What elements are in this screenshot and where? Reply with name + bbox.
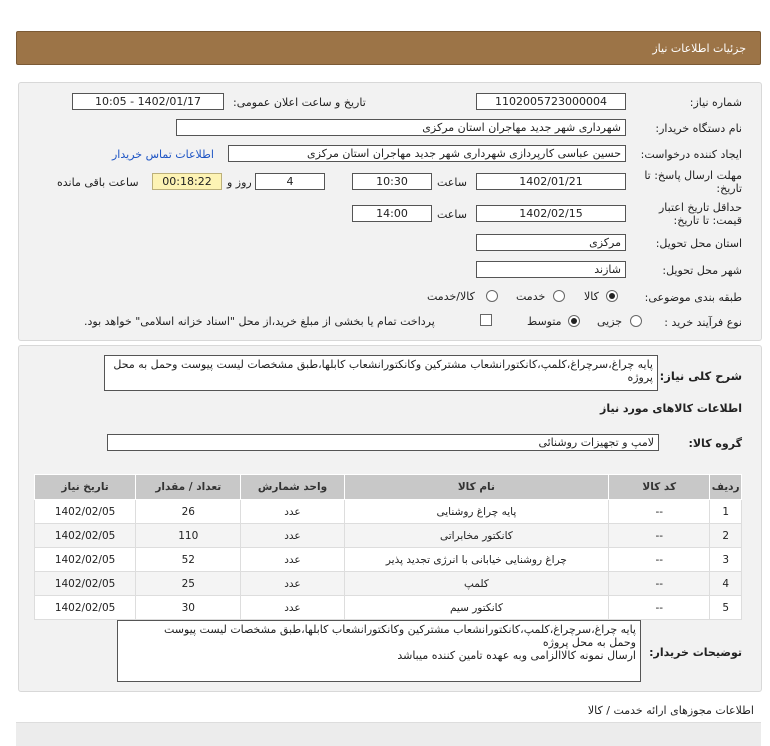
days-field[interactable]: 4 [255,173,325,190]
cell-row: 2 [710,524,742,548]
category-goods-service-radio[interactable] [486,290,498,302]
cell-quantity: 110 [136,524,241,548]
permits-info-bar [16,722,761,746]
cell-code: -- [609,524,710,548]
process-label: نوع فرآیند خرید : [664,316,742,329]
cell-name: کانکتور سیم [344,596,609,620]
cell-need-date: 1402/02/05 [35,524,136,548]
col-code: کد کالا [609,475,710,500]
cell-name: پایه چراغ روشنایی [344,500,609,524]
deadline-time-field[interactable]: 10:30 [352,173,432,190]
remaining-time-field: 00:18:22 [152,173,222,190]
deadline-time-label: ساعت [437,176,467,189]
days-label: روز و [227,176,252,189]
buyer-contact-link[interactable]: اطلاعات تماس خریدار [112,148,214,161]
need-number-label: شماره نیاز: [689,96,742,109]
treasury-payment-checkbox[interactable] [480,314,492,326]
goods-table-header [35,475,742,500]
category-service-radio[interactable] [553,290,565,302]
table-row[interactable] [35,524,742,548]
remaining-label: ساعت باقی مانده [57,176,139,189]
validity-time-label: ساعت [437,208,467,221]
cell-code: -- [609,500,710,524]
table-row[interactable] [35,596,742,620]
category-label: طبقه بندی موضوعی: [644,291,742,304]
deadline-label: مهلت ارسال پاسخ: تا [644,169,742,182]
col-need-date: تاریخ نیاز [35,475,136,500]
col-name: نام کالا [344,475,609,500]
cell-name: کانکتور مخابراتی [344,524,609,548]
buyer-notes-line-3: ارسال نمونه کالاالزامی وبه عهده تامین کننده میباشد [397,649,636,662]
goods-group-label: گروه کالا: [688,437,742,450]
cell-unit: عدد [241,596,344,620]
cell-code: -- [609,572,710,596]
buyer-org-field[interactable]: شهرداری شهر جدید مهاجران استان مرکزی [176,119,626,136]
province-label: استان محل تحویل: [655,237,742,250]
cell-unit: عدد [241,500,344,524]
table-row[interactable] [35,548,742,572]
cell-need-date: 1402/02/05 [35,596,136,620]
cell-row: 1 [710,500,742,524]
description-textarea[interactable]: پایه چراغ،سرچراغ،کلمپ،کانکتورانشعاب مشترکین وکانکتورانشعاب کابلها،طبق مشخصات لیست پیوست وحمل به محل پروژه [104,355,658,391]
announce-field[interactable]: 1402/01/17 - 10:05 [72,93,224,110]
process-medium-label: متوسط [527,315,562,328]
cell-row: 4 [710,572,742,596]
creator-label: ایجاد کننده درخواست: [640,148,742,161]
deadline-date-field[interactable]: 1402/01/21 [476,173,626,190]
validity-date-field[interactable]: 1402/02/15 [476,205,626,222]
cell-code: -- [609,548,710,572]
col-unit: واحد شمارش [241,475,344,500]
category-service-label: خدمت [516,290,546,303]
cell-name: کلمپ [344,572,609,596]
buyer-notes-textarea[interactable] [117,620,641,682]
cell-row: 3 [710,548,742,572]
announce-label: تاریخ و ساعت اعلان عمومی: [233,96,366,109]
cell-quantity: 25 [136,572,241,596]
treasury-payment-note: پرداخت تمام یا بخشی از مبلغ خرید،از محل "اسناد خزانه اسلامی" خواهد بود. [84,315,435,328]
cell-unit: عدد [241,572,344,596]
need-number-field[interactable]: 1102005723000004 [476,93,626,110]
category-goods-label: کالا [584,290,599,303]
city-field[interactable]: شازند [476,261,626,278]
cell-quantity: 26 [136,500,241,524]
buyer-org-label: نام دستگاه خریدار: [655,122,742,135]
goods-group-field[interactable]: لامپ و تجهیزات روشنائی [107,434,659,451]
goods-section-title: اطلاعات کالاهای مورد نیاز [600,402,742,415]
cell-need-date: 1402/02/05 [35,572,136,596]
city-label: شهر محل تحویل: [662,264,742,277]
creator-field[interactable]: حسین عباسی کارپردازی شهرداری شهر جدید مهاجران استان مرکزی [228,145,626,162]
process-partial-label: جزیی [597,315,623,328]
table-row[interactable] [35,572,742,596]
description-label: شرح کلی نیاز: [659,369,742,383]
cell-unit: عدد [241,524,344,548]
page-title: جزئیات اطلاعات نیاز [652,42,746,55]
goods-table [34,474,742,620]
category-goods-service-label: کالا/خدمت [427,290,475,303]
validity-time-field[interactable]: 14:00 [352,205,432,222]
cell-need-date: 1402/02/05 [35,500,136,524]
validity-label: حداقل تاریخ اعتبار [658,201,742,214]
category-goods-radio[interactable] [606,290,618,302]
deadline-label-2: تاریخ: [716,182,742,195]
permits-info-title: اطلاعات مجوزهای ارائه خدمت / کالا [587,704,754,717]
table-row[interactable] [35,500,742,524]
buyer-notes-line-1: پایه چراغ،سرچراغ،کلمپ،کانکتورانشعاب مشترکین وکانکتورانشعاب کابلها،طبق مشخصات لیست پیوست [163,623,636,636]
process-medium-radio[interactable] [568,315,580,327]
cell-unit: عدد [241,548,344,572]
col-row: ردیف [710,475,742,500]
cell-quantity: 52 [136,548,241,572]
process-partial-radio[interactable] [630,315,642,327]
cell-quantity: 30 [136,596,241,620]
province-field[interactable]: مرکزی [476,234,626,251]
page-header [16,31,761,65]
cell-need-date: 1402/02/05 [35,548,136,572]
buyer-notes-label: توضیحات خریدار: [649,646,742,659]
cell-code: -- [609,596,710,620]
buyer-notes-line-2: وحمل به محل پروژه [542,636,636,649]
cell-name: چراغ روشنایی خیابانی با انرژی تجدید پذیر [344,548,609,572]
cell-row: 5 [710,596,742,620]
col-quantity: تعداد / مقدار [136,475,241,500]
validity-label-2: قیمت: تا تاریخ: [673,214,742,227]
